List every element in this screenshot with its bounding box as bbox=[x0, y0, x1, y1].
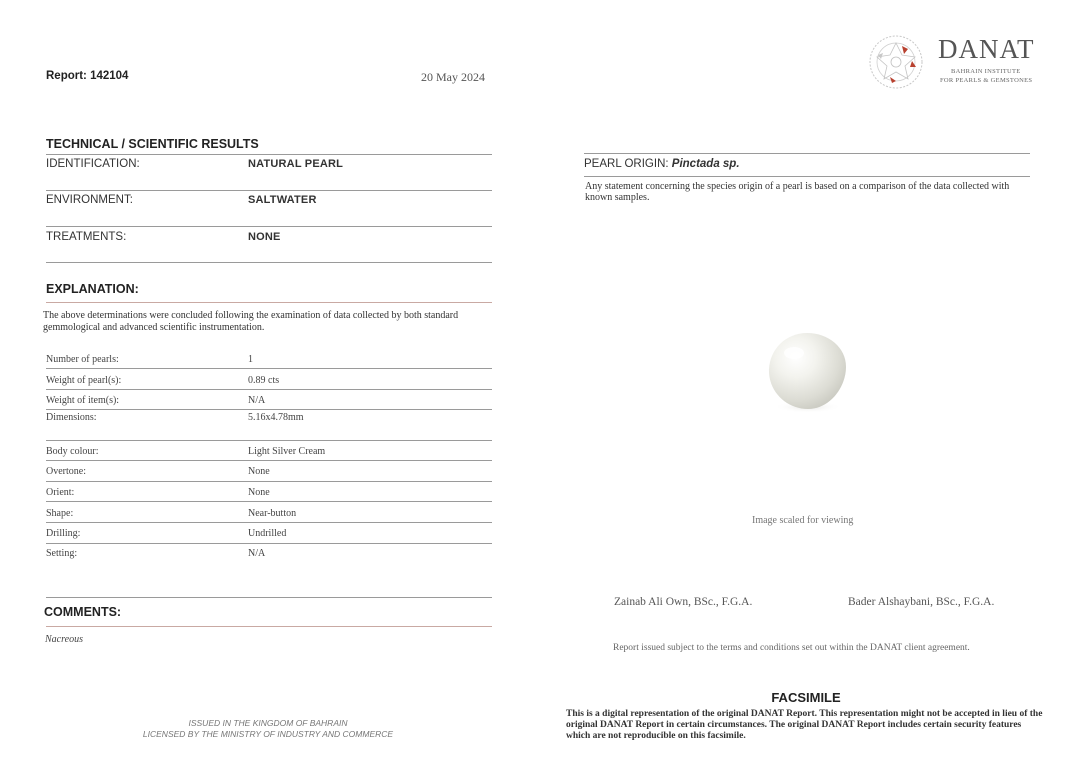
divider bbox=[584, 153, 1030, 154]
report-number: Report: 142104 bbox=[46, 70, 129, 82]
detail-value: Undrilled bbox=[248, 528, 287, 539]
logo-wordmark: DANAT bbox=[938, 34, 1035, 64]
divider bbox=[46, 190, 492, 191]
environment-value: SALTWATER bbox=[248, 194, 317, 206]
pearl-photo bbox=[764, 329, 850, 415]
detail-value: 0.89 cts bbox=[248, 375, 280, 386]
facsimile-text: This is a digital representation of the original DANAT Report. This representation might not be accepted in lieu of the original DANAT Report in certain circumstances. The original DANAT Report includes certain security features which are not reproducible on this facsimile. bbox=[566, 709, 1043, 741]
divider bbox=[46, 409, 492, 410]
pearl-origin bbox=[584, 158, 740, 170]
divider bbox=[46, 501, 492, 502]
divider bbox=[46, 154, 492, 155]
divider bbox=[46, 597, 492, 598]
explanation-title: EXPLANATION: bbox=[46, 282, 139, 296]
divider bbox=[46, 368, 492, 369]
image-scaled-note: Image scaled for viewing bbox=[752, 515, 854, 526]
divider bbox=[46, 389, 492, 390]
detail-label: Setting: bbox=[46, 548, 78, 559]
facsimile-title: FACSIMILE bbox=[771, 690, 841, 705]
treatments-label: TREATMENTS: bbox=[46, 231, 127, 243]
detail-label: Body colour: bbox=[46, 446, 99, 457]
logo-subtitle-line2: FOR PEARLS & GEMSTONES bbox=[940, 77, 1033, 84]
detail-value: N/A bbox=[248, 395, 266, 406]
treatments-value: NONE bbox=[248, 231, 281, 243]
report-date: 20 May 2024 bbox=[421, 70, 485, 84]
detail-label: Weight of item(s): bbox=[46, 395, 120, 406]
detail-label: Overtone: bbox=[46, 466, 86, 477]
environment-label: ENVIRONMENT: bbox=[46, 194, 133, 206]
detail-label: Dimensions: bbox=[46, 412, 97, 423]
divider bbox=[46, 302, 492, 303]
identification-label: IDENTIFICATION: bbox=[46, 158, 140, 170]
detail-value: N/A bbox=[248, 548, 266, 559]
danat-logo-icon bbox=[866, 33, 926, 91]
detail-value: Light Silver Cream bbox=[248, 446, 326, 457]
detail-value: Near-button bbox=[248, 508, 297, 519]
divider bbox=[46, 626, 492, 627]
issued-line: ISSUED IN THE KINGDOM OF BAHRAIN bbox=[188, 718, 348, 728]
signature-left: Zainab Ali Own, BSc., F.G.A. bbox=[614, 596, 753, 608]
divider bbox=[46, 522, 492, 523]
divider bbox=[46, 481, 492, 482]
divider bbox=[46, 460, 492, 461]
comments-text: Nacreous bbox=[45, 634, 83, 645]
divider bbox=[46, 543, 492, 544]
detail-value: 5.16x4.78mm bbox=[248, 412, 304, 423]
detail-label: Drilling: bbox=[46, 528, 81, 539]
comments-title: COMMENTS: bbox=[44, 605, 122, 619]
divider bbox=[46, 440, 492, 441]
pearl-origin-label: PEARL ORIGIN: bbox=[584, 158, 669, 170]
detail-value: None bbox=[248, 487, 270, 498]
explanation-text: The above determinations were concluded following the examination of data collected by both standard gemmological and advanced scientific instrumentation. bbox=[43, 310, 459, 333]
identification-value: NATURAL PEARL bbox=[248, 158, 344, 170]
divider bbox=[46, 262, 492, 263]
pearl-origin-value: Pinctada sp. bbox=[671, 158, 740, 170]
terms-note: Report issued subject to the terms and conditions set out within the DANAT client agreement. bbox=[613, 643, 970, 653]
divider bbox=[584, 176, 1030, 177]
license-line: LICENSED BY THE MINISTRY OF INDUSTRY AND COMMERCE bbox=[142, 729, 394, 739]
logo-subtitle-line1: BAHRAIN INSTITUTE bbox=[951, 68, 1021, 75]
detail-value: None bbox=[248, 466, 270, 477]
divider bbox=[46, 226, 492, 227]
detail-label: Weight of pearl(s): bbox=[46, 375, 122, 386]
detail-value: 1 bbox=[248, 354, 253, 365]
detail-label: Orient: bbox=[46, 487, 75, 498]
origin-note: Any statement concerning the species origin of a pearl is based on a comparison of the data collected with known samples. bbox=[585, 181, 1010, 203]
detail-label: Shape: bbox=[46, 508, 74, 519]
detail-label: Number of pearls: bbox=[46, 354, 119, 365]
signature-right: Bader Alshaybani, BSc., F.G.A. bbox=[848, 596, 995, 608]
technical-results-title: TECHNICAL / SCIENTIFIC RESULTS bbox=[46, 137, 259, 151]
